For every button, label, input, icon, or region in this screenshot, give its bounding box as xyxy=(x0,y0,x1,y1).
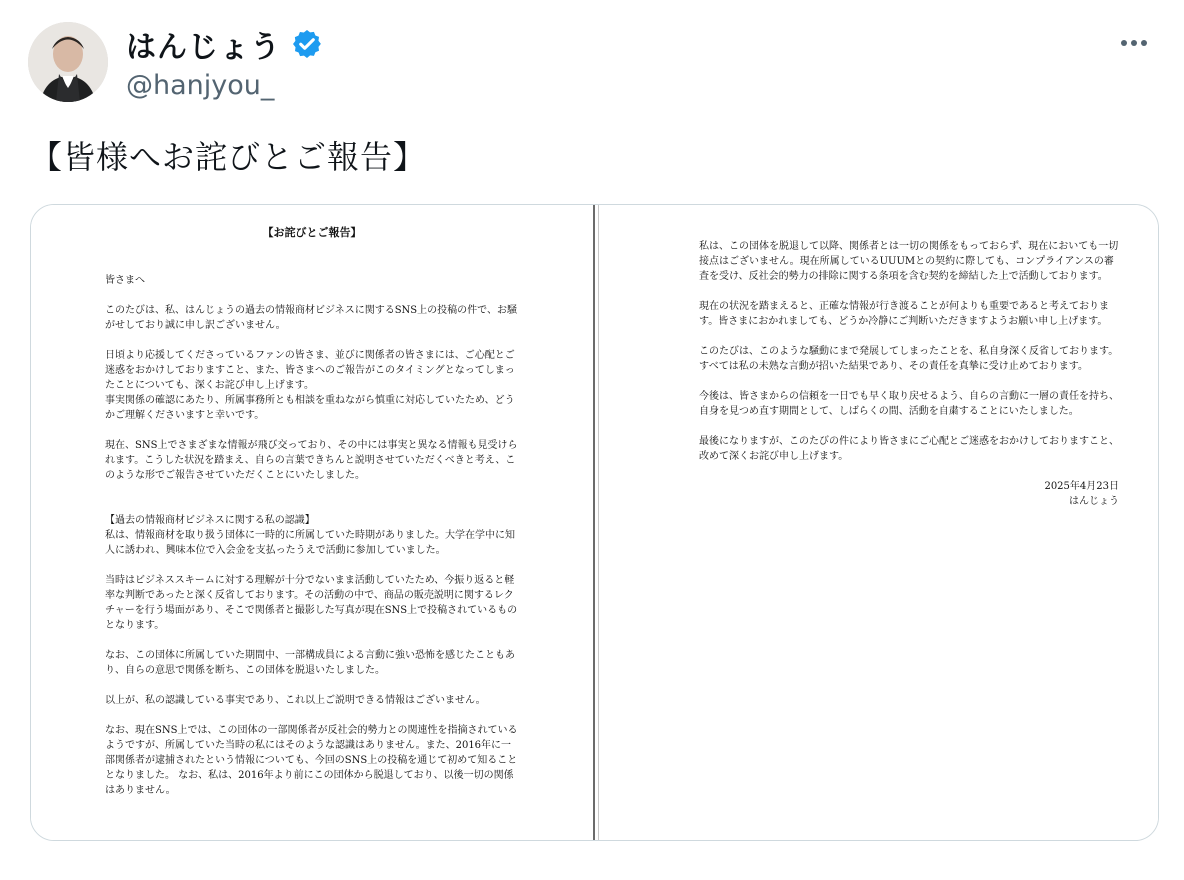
more-options-icon[interactable] xyxy=(1114,28,1154,58)
tweet-header xyxy=(0,0,1184,120)
dot xyxy=(1131,40,1137,46)
remorse-paragraph: このたびは、このような騒動にまで発展してしまったことを、私自身深く反省しております。すべては私の未熟な言動が招いた結果であり、その責任を真摯に受け止めております。 xyxy=(699,346,1119,372)
facts-paragraph: 以上が、私の認識している事実であり、これ以上ご説明できる情報はございません。 xyxy=(105,695,486,706)
tweet-media-image[interactable] xyxy=(30,204,1159,841)
user-handle[interactable]: @hanjyou_ xyxy=(126,70,275,101)
page-divider xyxy=(593,205,595,841)
apology-paragraph: このたびは、私、はんじょうの過去の情報商材ビジネスに関するSNS上の投稿の件で、お騒がせしており誠に申し訳ございません。 xyxy=(105,305,517,331)
recognition-section: 【過去の情報商材ビジネスに関する私の認識】 私は、情報商材を取り扱う団体に一時的に所属していた時期がありました。大学在学中に知人に誘われ、興味本位で入会金を支払ったうえで活動に参加していました。 xyxy=(105,515,515,556)
document-page-right xyxy=(599,205,1159,841)
future-paragraph: 今後は、皆さまからの信頼を一日でも早く取り戻せるよう、自らの言動に一層の責任を持ち、自身を見つめ直す期間として、しばらくの間、活動を自粛することにいたしました。 xyxy=(699,391,1119,417)
no-contact-paragraph: 私は、この団体を脱退して以降、関係者とは一切の関係をもっておらず、現在においても一切接点はございません。現在所属しているUUUMとの契約に際しても、コンプライアンスの審査を受け、反社会的勢力の排除に関する条項を含む契約を締結した上で活動しております。 xyxy=(699,241,1119,282)
tweet-text: 【皆様へお詫びとご報告】 xyxy=(30,138,427,176)
closing-paragraph: 最後になりますが、このたびの件により皆さまにご心配とご迷惑をおかけしておりますこと、改めて深くお詫び申し上げます。 xyxy=(699,436,1119,462)
antisocial-paragraph: なお、現在SNS上では、この団体の一部関係者が反社会的勢力との関連性を指摘されているようですが、所属していた当時の私にはそのような認識はありません。また、2016年に一部関係者が逮捕されたという情報についても、今回のSNS上の投稿を通じて初めて知ることとなりました。 なお、私は、2016年より前にこの団体から脱退しており、以後一切の関係はありません。 xyxy=(105,725,518,796)
left-document-body xyxy=(105,273,520,798)
right-document-body xyxy=(699,239,1119,509)
greeting: 皆さまへ xyxy=(105,275,145,286)
dot xyxy=(1121,40,1127,46)
document-signature: はんじょう xyxy=(1069,496,1119,507)
avatar-image xyxy=(28,22,108,102)
sns-paragraph: 現在、SNS上でさまざまな情報が飛び交っており、その中には事実と異なる情報も見受けられます。こうした状況を踏まえ、自らの言葉できちんと説明させていただくべきと考え、このような形でご報告させていただくことにいたしました。 xyxy=(105,440,518,481)
reflection-paragraph: 当時はビジネススキームに対する理解が十分でないまま活動していたため、今振り返ると軽率な判断であったと深く反省しております。その活動の中で、商品の販売説明に関するレクチャーを行う場面があり、そこで関係者と撮影した写真が現在SNS上で投稿されているものとなります。 xyxy=(105,575,518,631)
display-name[interactable]: はんじょう xyxy=(126,30,281,65)
accuracy-paragraph: 現在の状況を踏まえると、正確な情報が行き渡ることが何よりも重要であると考えております。皆さまにおかれましても、どうか冷静にご判断いただきますようお願い申し上げます。 xyxy=(699,301,1109,327)
avatar[interactable] xyxy=(28,22,108,102)
dot xyxy=(1141,40,1147,46)
display-name-row[interactable] xyxy=(126,22,323,66)
fans-paragraph: 日頃より応援してくださっているファンの皆さま、並びに関係者の皆さまには、ご心配とご迷惑をおかけしておりますこと、また、皆さまへのご報告がこのタイミングとなってしまったことについても、深くお詫び申し上げます。 事実関係の確認にあたり、所属事務所とも相談を重ねながら慎重に対応していたため、どうかご理解くださいますと幸いです。 xyxy=(105,350,515,421)
document-title: 【お詫びとご報告】 xyxy=(262,226,362,239)
verified-badge-icon xyxy=(291,28,323,60)
document-date: 2025年4月23日 xyxy=(1044,481,1119,492)
document-page-left xyxy=(31,205,593,841)
withdrawal-paragraph: なお、この団体に所属していた期間中、一部構成員による言動に強い恐怖を感じたこともあり、自らの意思で関係を断ち、この団体を脱退いたしました。 xyxy=(105,650,515,676)
